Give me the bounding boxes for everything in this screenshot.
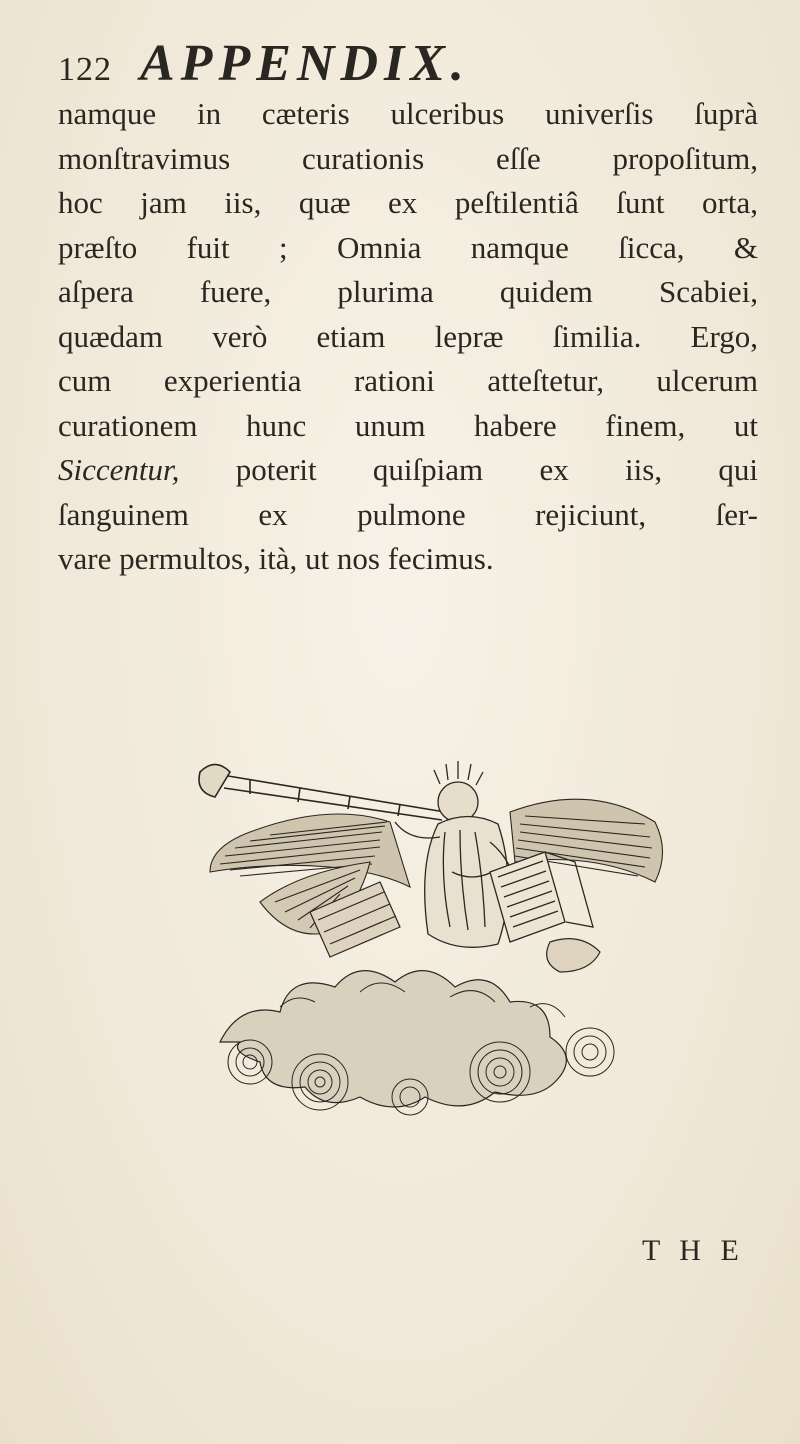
running-head: APPENDIX. xyxy=(140,35,470,92)
text-line: hoc jam iis, quæ ex peſtilentiâ ſunt orta, xyxy=(58,185,758,220)
text-line xyxy=(58,448,758,493)
trumpet xyxy=(199,765,445,821)
italic-word: Siccentur, xyxy=(58,452,180,487)
page-header xyxy=(58,34,718,94)
text-line: monſtravimus curationis eſſe propoſitum, xyxy=(58,140,758,176)
text-line: præſto fuit ; Omnia namque ſicca, & xyxy=(58,229,758,265)
text-line: namque in cæteris ulceribus univerſis ſuprà xyxy=(58,96,758,131)
text-line: vare permultos, ità, ut nos fecimus. xyxy=(58,541,494,576)
text-line: quædam verò etiam lepræ ſimilia. Ergo, xyxy=(58,318,758,354)
text-line: cum experientia rationi atteſtetur, ulcerum xyxy=(58,363,758,398)
catchword: T H E xyxy=(642,1234,745,1267)
text-line: ſanguinem ex pulmone rejiciunt, ſer- xyxy=(58,496,758,532)
text-line-rest: poterit quiſpiam ex iis, qui xyxy=(179,452,758,487)
body-text xyxy=(58,92,758,582)
fame-trumpet-angel-vignette-icon xyxy=(190,752,670,1122)
text-line: aſpera fuere, plurima quidem Scabiei, xyxy=(58,274,758,309)
page-number: 122 xyxy=(58,51,112,88)
text-line: curationem hunc unum habere finem, ut xyxy=(58,407,758,443)
clouds xyxy=(220,971,614,1115)
